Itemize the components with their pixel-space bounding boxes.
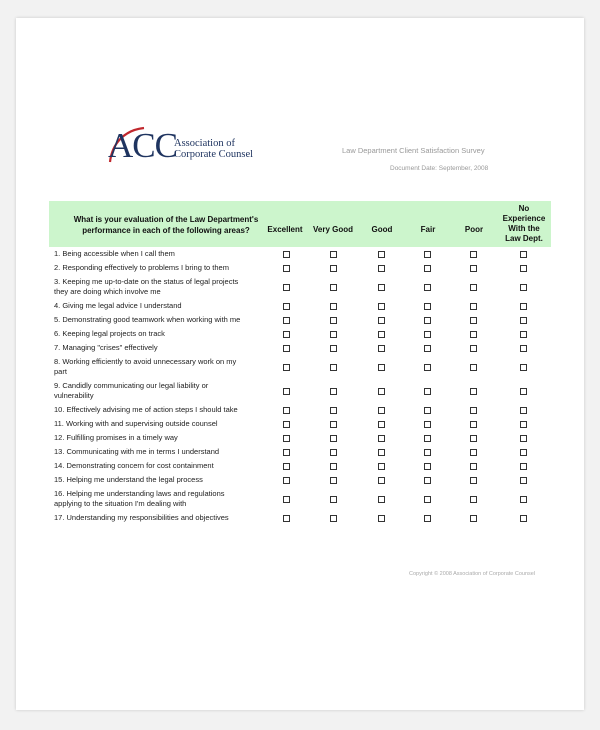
checkbox-poor[interactable] — [470, 496, 477, 503]
checkbox-excellent[interactable] — [283, 421, 290, 428]
checkbox-no-experience[interactable] — [520, 251, 527, 258]
checkbox-fair[interactable] — [424, 251, 431, 258]
checkbox-fair[interactable] — [424, 435, 431, 442]
checkbox-very-good[interactable] — [330, 477, 337, 484]
checkbox-poor[interactable] — [470, 284, 477, 291]
survey-item-11 — [54, 419, 262, 429]
survey-item-text: 4. Giving me legal advice I understand — [54, 301, 182, 310]
column-header-very-good: Very Good — [312, 225, 353, 234]
checkbox-very-good[interactable] — [330, 331, 337, 338]
survey-item-text: 12. Fulfilling promises in a timely way — [54, 433, 178, 442]
checkbox-good[interactable] — [378, 303, 385, 310]
checkbox-no-experience[interactable] — [520, 421, 527, 428]
logo-name — [174, 138, 253, 160]
checkbox-very-good[interactable] — [330, 407, 337, 414]
checkbox-good[interactable] — [378, 515, 385, 522]
checkbox-poor[interactable] — [470, 407, 477, 414]
logo-name-line1: Association of — [174, 138, 235, 149]
checkbox-excellent[interactable] — [283, 331, 290, 338]
checkbox-good[interactable] — [378, 449, 385, 456]
checkbox-very-good[interactable] — [330, 284, 337, 291]
checkbox-fair[interactable] — [424, 364, 431, 371]
checkbox-poor[interactable] — [470, 421, 477, 428]
checkbox-no-experience[interactable] — [520, 345, 527, 352]
survey-item-2 — [54, 263, 262, 273]
checkbox-no-experience[interactable] — [520, 477, 527, 484]
checkbox-poor[interactable] — [470, 345, 477, 352]
checkbox-good[interactable] — [378, 477, 385, 484]
survey-item-3 — [54, 277, 262, 297]
checkbox-excellent[interactable] — [283, 388, 290, 395]
survey-item-text: 16. Helping me understanding laws and regulations — [54, 489, 225, 498]
survey-item-text: 10. Effectively advising me of action steps I should take — [54, 405, 238, 414]
checkbox-good[interactable] — [378, 463, 385, 470]
checkbox-very-good[interactable] — [330, 463, 337, 470]
checkbox-good[interactable] — [378, 364, 385, 371]
checkbox-excellent[interactable] — [283, 515, 290, 522]
checkbox-good[interactable] — [378, 496, 385, 503]
checkbox-very-good[interactable] — [330, 251, 337, 258]
checkbox-excellent[interactable] — [283, 477, 290, 484]
checkbox-poor[interactable] — [470, 435, 477, 442]
survey-item-text: 17. Understanding my responsibilities and objectives — [54, 513, 229, 522]
survey-item-9 — [54, 381, 262, 401]
column-header-excellent: Excellent — [267, 225, 303, 234]
survey-item-text: 8. Working efficiently to avoid unnecessary work on my — [54, 357, 237, 366]
survey-item-4 — [54, 301, 262, 311]
checkbox-no-experience[interactable] — [520, 317, 527, 324]
logo-name-line2: Corporate Counsel — [174, 149, 254, 160]
checkbox-fair[interactable] — [424, 477, 431, 484]
checkbox-no-experience[interactable] — [520, 449, 527, 456]
checkbox-poor[interactable] — [470, 331, 477, 338]
document-title: Law Department Client Satisfaction Survey — [342, 146, 485, 155]
checkbox-no-experience[interactable] — [520, 407, 527, 414]
checkbox-excellent[interactable] — [283, 407, 290, 414]
checkbox-poor[interactable] — [470, 463, 477, 470]
survey-item-17 — [54, 513, 262, 523]
checkbox-no-experience[interactable] — [520, 265, 527, 272]
checkbox-poor[interactable] — [470, 265, 477, 272]
survey-item-6 — [54, 329, 262, 339]
checkbox-good[interactable] — [378, 284, 385, 291]
survey-item-15 — [54, 475, 262, 485]
checkbox-good[interactable] — [378, 388, 385, 395]
survey-item-text: 13. Communicating with me in terms I understand — [54, 447, 220, 456]
checkbox-very-good[interactable] — [330, 345, 337, 352]
checkbox-no-experience[interactable] — [520, 463, 527, 470]
checkbox-good[interactable] — [378, 331, 385, 338]
checkbox-very-good[interactable] — [330, 317, 337, 324]
checkbox-very-good[interactable] — [330, 265, 337, 272]
survey-item-16 — [54, 489, 262, 509]
acc-logo — [108, 128, 268, 184]
checkbox-no-experience[interactable] — [520, 496, 527, 503]
no-experience-line4: Law Dept. — [505, 234, 543, 243]
checkbox-no-experience[interactable] — [520, 515, 527, 522]
checkbox-excellent[interactable] — [283, 463, 290, 470]
checkbox-fair[interactable] — [424, 496, 431, 503]
checkbox-very-good[interactable] — [330, 435, 337, 442]
checkbox-very-good[interactable] — [330, 421, 337, 428]
survey-item-7 — [54, 343, 262, 353]
survey-item-1 — [54, 249, 262, 259]
checkbox-no-experience[interactable] — [520, 364, 527, 371]
survey-item-text: 2. Responding effectively to problems I bring to them — [54, 263, 229, 272]
checkbox-no-experience[interactable] — [520, 331, 527, 338]
checkbox-no-experience[interactable] — [520, 388, 527, 395]
checkbox-poor[interactable] — [470, 317, 477, 324]
column-header-poor: Poor — [464, 225, 484, 234]
checkbox-very-good[interactable] — [330, 303, 337, 310]
checkbox-very-good[interactable] — [330, 449, 337, 456]
checkbox-poor[interactable] — [470, 477, 477, 484]
copyright-notice: Copyright © 2008 Association of Corporate Counsel — [409, 571, 536, 577]
checkbox-no-experience[interactable] — [520, 435, 527, 442]
checkbox-fair[interactable] — [424, 388, 431, 395]
logo-mark: ACC — [108, 126, 177, 165]
survey-item-13 — [54, 447, 262, 457]
checkbox-very-good[interactable] — [330, 515, 337, 522]
checkbox-very-good[interactable] — [330, 364, 337, 371]
checkbox-very-good[interactable] — [330, 496, 337, 503]
survey-item-text: 1. Being accessible when I call them — [54, 249, 175, 258]
checkbox-poor[interactable] — [470, 251, 477, 258]
checkbox-poor[interactable] — [470, 515, 477, 522]
survey-item-14 — [54, 461, 262, 471]
checkbox-excellent[interactable] — [283, 345, 290, 352]
survey-item-text-cont: vulnerability — [54, 391, 94, 400]
no-experience-line1: No — [518, 204, 530, 213]
checkbox-fair[interactable] — [424, 515, 431, 522]
survey-item-text: 9. Candidly communicating our legal liability or — [54, 381, 209, 390]
checkbox-poor[interactable] — [470, 364, 477, 371]
survey-item-text: 15. Helping me understand the legal process — [54, 475, 203, 484]
document-date: Document Date: September, 2008 — [390, 165, 489, 172]
survey-item-text-cont: applying to the situation I'm dealing with — [54, 499, 187, 508]
survey-item-text: 11. Working with and supervising outside counsel — [54, 419, 218, 428]
checkbox-very-good[interactable] — [330, 388, 337, 395]
column-header-fair: Fair — [420, 225, 436, 234]
checkbox-excellent[interactable] — [283, 284, 290, 291]
survey-item-text-cont: part — [54, 367, 67, 376]
no-experience-line2: Experience — [502, 214, 546, 223]
checkbox-fair[interactable] — [424, 317, 431, 324]
checkbox-fair[interactable] — [424, 284, 431, 291]
checkbox-fair[interactable] — [424, 331, 431, 338]
checkbox-fair[interactable] — [424, 421, 431, 428]
no-experience-line3: With the — [508, 224, 540, 233]
checkbox-excellent[interactable] — [283, 303, 290, 310]
survey-item-text: 14. Demonstrating concern for cost containment — [54, 461, 214, 470]
checkbox-fair[interactable] — [424, 303, 431, 310]
survey-item-8 — [54, 357, 262, 377]
checkbox-fair[interactable] — [424, 407, 431, 414]
checkbox-excellent[interactable] — [283, 449, 290, 456]
checkbox-excellent[interactable] — [283, 496, 290, 503]
checkbox-no-experience[interactable] — [520, 284, 527, 291]
checkbox-good[interactable] — [378, 407, 385, 414]
survey-item-10 — [54, 405, 262, 415]
checkbox-excellent[interactable] — [283, 435, 290, 442]
checkbox-no-experience[interactable] — [520, 303, 527, 310]
checkbox-excellent[interactable] — [283, 364, 290, 371]
checkbox-good[interactable] — [378, 435, 385, 442]
checkbox-poor[interactable] — [470, 449, 477, 456]
survey-item-5 — [54, 315, 262, 325]
survey-item-text: 6. Keeping legal projects on track — [54, 329, 165, 338]
checkbox-excellent[interactable] — [283, 265, 290, 272]
survey-item-text: 5. Demonstrating good teamwork when working with me — [54, 315, 241, 324]
checkbox-good[interactable] — [378, 317, 385, 324]
column-header-good: Good — [371, 225, 393, 234]
survey-item-12 — [54, 433, 262, 443]
checkbox-fair[interactable] — [424, 449, 431, 456]
checkbox-fair[interactable] — [424, 265, 431, 272]
checkbox-good[interactable] — [378, 265, 385, 272]
survey-item-text-cont: they are doing which involve me — [54, 287, 161, 296]
checkbox-poor[interactable] — [470, 303, 477, 310]
checkbox-poor[interactable] — [470, 388, 477, 395]
checkbox-excellent[interactable] — [283, 317, 290, 324]
checkbox-excellent[interactable] — [283, 251, 290, 258]
survey-item-text: 3. Keeping me up-to-date on the status of legal projects — [54, 277, 239, 286]
checkbox-good[interactable] — [378, 345, 385, 352]
survey-item-text: 7. Managing "crises" effectively — [54, 343, 158, 352]
checkbox-good[interactable] — [378, 251, 385, 258]
column-header-no-experience — [496, 204, 552, 244]
question-header: What is your evaluation of the Law Department's performance in each of the following areas? — [73, 215, 259, 235]
checkbox-fair[interactable] — [424, 345, 431, 352]
checkbox-fair[interactable] — [424, 463, 431, 470]
checkbox-good[interactable] — [378, 421, 385, 428]
